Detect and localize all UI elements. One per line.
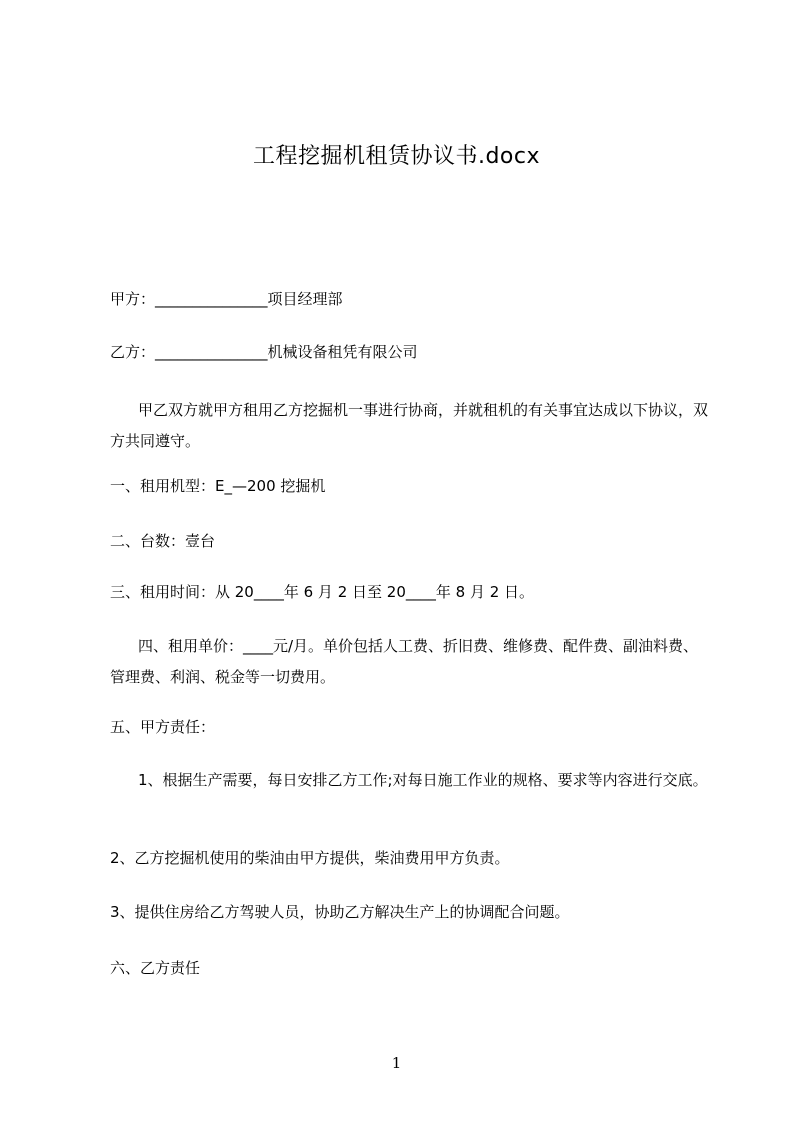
intro-paragraph: 甲乙双方就甲方租用乙方挖掘机一事进行协商，并就租机的有关事宜达成以下协议，双方共同遵守。 bbox=[110, 401, 709, 450]
clause-machine-model: 一、租用机型：E_—200 挖掘机 bbox=[110, 477, 326, 495]
page-number: 1 bbox=[391, 1054, 402, 1072]
clause-party-a-duties-heading: 五、甲方责任： bbox=[110, 718, 216, 736]
clause-party-b-duties-heading: 六、乙方责任 bbox=[110, 959, 201, 977]
clause-party-a-duty-2: 2、乙方挖掘机使用的柴油由甲方提供，柴油费用甲方负责。 bbox=[110, 849, 510, 867]
clause-party-a-duty-1: 1、根据生产需要，每日安排乙方工作;对每日施工作业的规格、要求等内容进行交底。 bbox=[138, 771, 708, 789]
document-title: 工程挖掘机租赁协议书.docx bbox=[252, 144, 541, 169]
clause-party-a-duty-3: 3、提供住房给乙方驾驶人员，协助乙方解决生产上的协调配合问题。 bbox=[110, 903, 570, 921]
party-b-line: 乙方：_______________机械设备租凭有限公司 bbox=[110, 343, 418, 361]
clause-unit-price: 四、租用单价：____元/月。单价包括人工费、折旧费、维修费、配件费、副油料费、管理费、利润、税金等一切费用。 bbox=[110, 637, 699, 686]
clause-rental-period: 三、租用时间：从 20____年 6 月 2 日至 20____年 8 月 2 日。 bbox=[110, 583, 535, 601]
clause-quantity: 二、台数：壹台 bbox=[110, 532, 216, 550]
party-a-line: 甲方：_______________项目经理部 bbox=[110, 290, 343, 308]
